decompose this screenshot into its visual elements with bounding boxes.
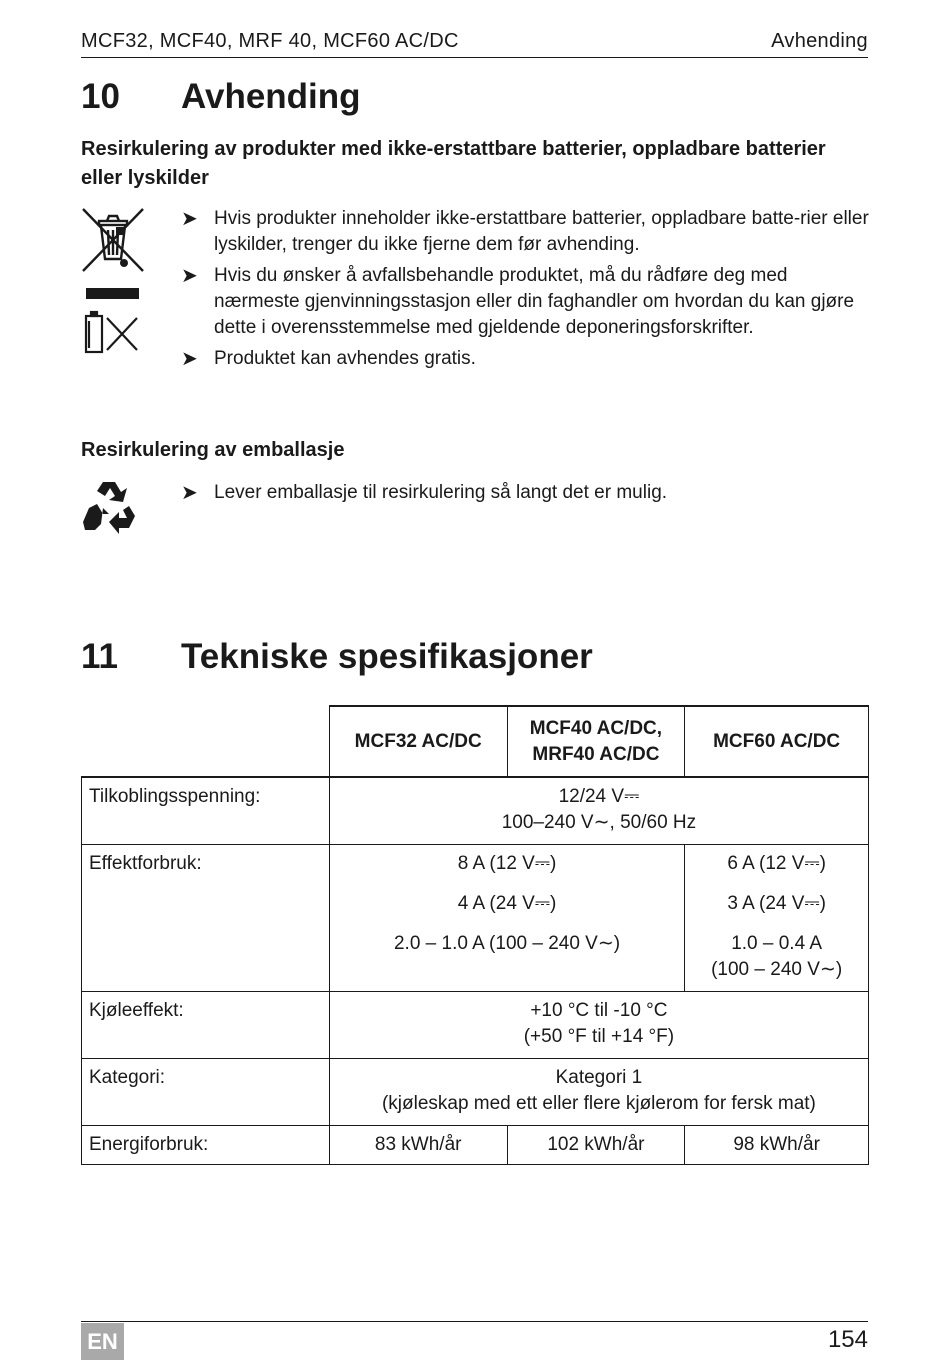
row-label-category: Kategori: — [82, 1059, 330, 1126]
row-label-energy: Energiforbruk: — [82, 1126, 330, 1165]
subsection-battery-title: Resirkulering av produkter med ikke-erstattbare batterier, oppladbare batterier eller lyskilder — [81, 138, 826, 189]
bullet-arrow-icon: ➤ — [181, 482, 198, 504]
bullet-text: Produktet kan avhendes gratis. — [214, 348, 476, 369]
section-10-number: 10 — [81, 77, 120, 116]
section-10-title: Avhending — [181, 77, 361, 116]
energy-mcf32: 83 kWh/år — [329, 1126, 507, 1165]
col-header-mcf60: MCF60 AC/DC — [685, 706, 869, 777]
col-header-mcf32: MCF32 AC/DC — [329, 706, 507, 777]
category-value: Kategori 1 — [555, 1067, 643, 1088]
battery-bullet-list — [181, 206, 871, 377]
header-models: MCF32, MCF40, MRF 40, MCF60 AC/DC — [81, 30, 459, 52]
power-ac: 2.0 – 1.0 A (100 – 240 V∼) — [393, 933, 621, 954]
cell-category — [329, 1059, 868, 1126]
energy-mcf60: 98 kWh/år — [685, 1126, 869, 1165]
section-11-title: Tekniske spesifikasjoner — [181, 637, 593, 676]
power-24v: 3 A (24 V⎓) — [727, 893, 826, 914]
row-label-voltage: Tilkoblingsspenning: — [82, 777, 330, 845]
row-label-cooling: Kjøleeffekt: — [82, 992, 330, 1059]
language-badge: EN — [81, 1323, 124, 1360]
col-header-mcf40-mrf40: MCF40 AC/DC, MRF40 AC/DC — [507, 706, 685, 777]
cooling-celsius: +10 °C til -10 °C — [530, 1000, 668, 1021]
bullet-arrow-icon: ➤ — [181, 348, 198, 370]
table-row — [82, 845, 869, 992]
section-11-number: 11 — [81, 637, 118, 676]
cell-cooling — [329, 992, 868, 1059]
power-24v: 4 A (24 V⎓) — [457, 893, 557, 914]
cell-power-mcf32-mcf40 — [329, 845, 684, 992]
bullet-text: Lever emballasje til resirkulering så langt det er mulig. — [214, 482, 668, 503]
list-item — [181, 263, 871, 341]
header-divider — [81, 57, 868, 58]
table-row — [82, 1059, 869, 1126]
category-description: (kjøleskap med ett eller flere kjølerom for fersk mat) — [381, 1093, 816, 1114]
recycling-icon — [81, 478, 137, 534]
voltage-ac: 100–240 V∼, 50/60 Hz — [501, 812, 697, 833]
page-number: 154 — [827, 1326, 868, 1353]
crossed-out-bin-icon — [81, 207, 145, 273]
row-label-power: Effektforbruk: — [82, 845, 330, 992]
crossed-out-battery-icon — [83, 310, 141, 356]
cell-power-mcf60 — [685, 845, 869, 992]
bullet-arrow-icon: ➤ — [181, 208, 198, 230]
energy-mcf40: 102 kWh/år — [507, 1126, 685, 1165]
power-12v: 6 A (12 V⎓) — [727, 853, 826, 874]
list-item — [181, 206, 871, 258]
black-bar-icon — [86, 288, 139, 299]
spec-table — [81, 705, 869, 1165]
packaging-bullet-list — [181, 480, 871, 511]
table-corner — [82, 706, 330, 777]
footer-divider — [81, 1321, 868, 1322]
cell-voltage — [329, 777, 868, 845]
table-row — [82, 777, 869, 845]
list-item — [181, 346, 871, 372]
bullet-arrow-icon: ➤ — [181, 265, 198, 287]
power-ac-range: (100 – 240 V∼) — [711, 959, 843, 980]
power-12v: 8 A (12 V⎓) — [457, 853, 557, 874]
subsection-packaging-title: Resirkulering av emballasje — [81, 439, 345, 461]
voltage-dc: 12/24 V⎓ — [558, 786, 640, 807]
cooling-fahrenheit: (+50 °F til +14 °F) — [523, 1026, 675, 1047]
bullet-text: Hvis du ønsker å avfallsbehandle produktet, må du rådføre deg med nærmeste gjenvinningsstasjon eller din faghandler om hvordan du kan gjøre dette i overensstemmelse med gjeldende deponeringsforskrifter. — [214, 265, 855, 338]
power-ac: 1.0 – 0.4 A — [731, 933, 823, 954]
header-section: Avhending — [771, 30, 868, 52]
list-item — [181, 480, 871, 506]
table-row — [82, 992, 869, 1059]
bullet-text: Hvis produkter inneholder ikke-erstattbare batterier, oppladbare batte-rier eller lyskilder, trenger du ikke fjerne dem før avhending. — [214, 208, 869, 255]
table-header-row — [82, 706, 869, 777]
table-row — [82, 1126, 869, 1165]
